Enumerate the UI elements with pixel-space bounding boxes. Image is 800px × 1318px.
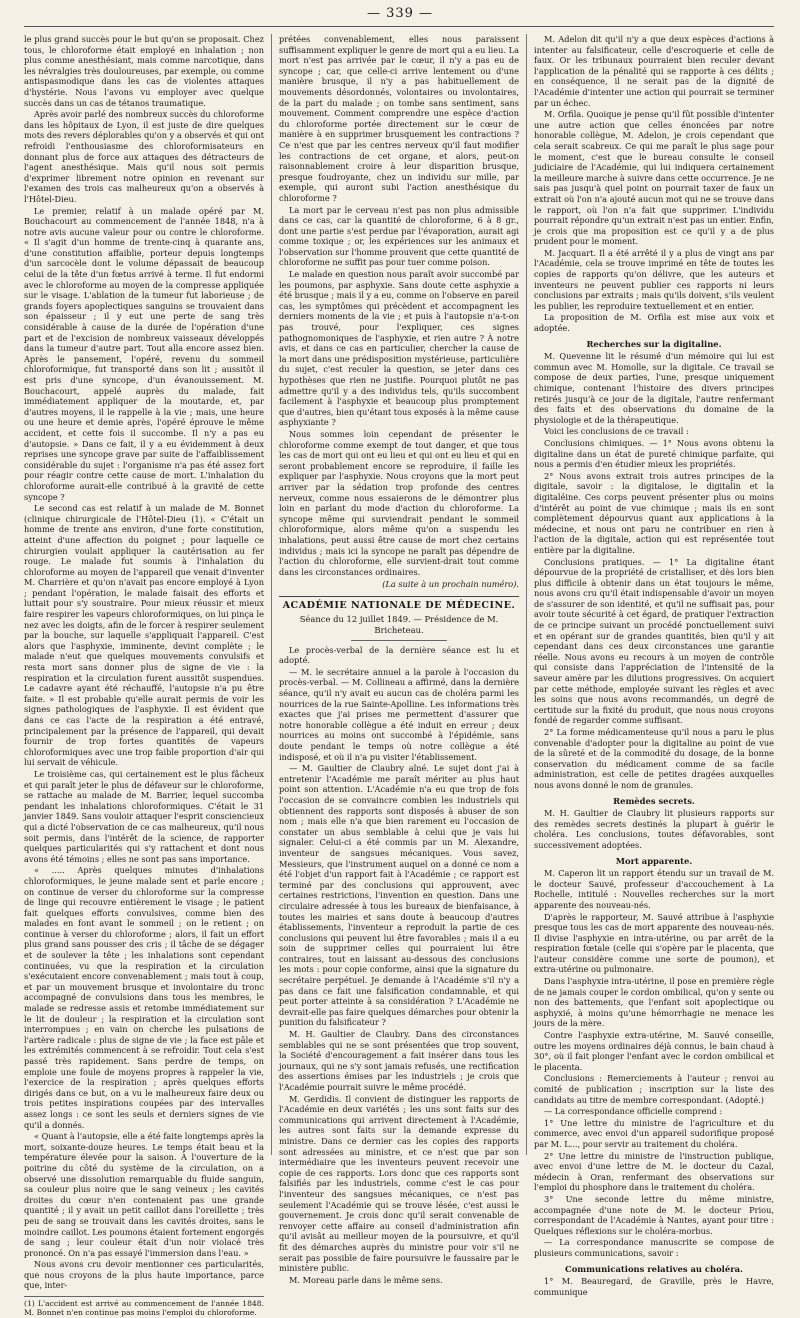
paragraph: Voici les conclusions de ce travail : [544,426,689,437]
paragraph: M. H. Gaultier de Claubry lit plusieurs rapports sur des remèdes secrets destinés la plupart à guérir le choléra. Les conclusions, toutes défavorables, sont successivement adoptées. [534,808,774,850]
paragraph: le plus grand succès pour le but qu'on se proposait. Chez tous, le chloroforme était employé en inhalation ; non plus comme anesthésiant, mais comme narcotique, dans les névralgies très douloureuses, par exemple, ou comme antispasmodique dans les cas de violentes attaques d'hystérie. Nous l'avons vu employer avec quelque succès dans un cas de tétanos traumatique. [24,34,264,108]
header-rule [24,26,774,27]
paragraph: M. Adelon dit qu'il n'y a que deux espèces d'actions à intenter au falsificateur, celle d'escroquerie et celle de faux. Or les tribunaux pourraient bien reculer devant l'application de la pénalité qui se rapporte à ces délits ; en conséquence, il ne serait pas de la dignité de l'Académie d'intenter une action qui pourrait se terminer par un échec. [534,34,774,108]
paragraph: M. Quevenne lit le résumé d'un mémoire qui lui est commun avec M. Homolle, sur la digitale. Ce travail se compose de deux parties, l'une, presque uniquement chimique, contenant l'histoire des divers principes retirés jusqu'à ce jour de la digitale, l'autre renfermant des faits et des observations du domaine de la physiologie et de la thérapeutique. [534,351,774,425]
paragraph: 2° La forme médicamenteuse qu'il nous a paru le plus convenable d'adopter pour la digitaline au point de vue de la sûreté et de la commodité du dosage, de la bonne conservation du médicament comme de sa facile administration, est celle de petites dragées auxquelles nous avons donné le nom de granules. [534,727,774,790]
paragraph: La proposition de M. Orfila est mise aux voix et adoptée. [534,312,774,334]
paragraph: 2° Une lettre du ministre de l'instruction publique, avec envoi d'une lettre de M. le docteur du Cazal, médecin à Oran, renfermant des observations sur l'emploi du phosphore dans le traitement du choléra. [534,1150,774,1193]
paragraph: M. H. Gaultier de Claubry. Dans des circonstances semblables qui ne se sont présentées que trop souvent, la Société d'encouragement a fait insérer dans tous les journaux, qui ne s'y sont jamais refusés, une rectification des assertions émises par les industriels ; je crois que l'Académie pourrait suivre le même procédé. [279,1029,519,1092]
paragraph: 3° Une seconde lettre du même ministre, accompagnée d'une note de M. le docteur Priou, correspondant de l'Académie à Nantes, ayant pour titre : Quelques réflexions sur le choléra-morbus. [534,1193,774,1236]
right-column [534,34,774,1297]
middle-column [279,34,519,1285]
paragraph: Nous avons cru devoir mentionner ces particularités, que nous croyons de la plus haute importance, parce que, inter- [24,1259,264,1291]
paragraph: prétées convenablement, elles nous paraissent suffisamment expliquer le genre de mort qui a eu lieu. La mort n'est pas arrivée par le cœur, il n'y a pas eu de syncope ; car, que celle-ci arrive lentement ou d'une manière brusque, il n'y a pas habituellement de mouvements désordonnés, volontaires ou involontaires, de la part du malade ; on tombe sans sentiment, sans mouvement. Comment comprendre une espèce d'action du chloroforme portée directement sur le cœur de manière à en supprimer brusquement les contractions ? Ce n'est que par les centres nerveux qu'il faut modifier les contractions de cet organe, et alors, peut-on raisonnablement croire à leur disparition brusque, presque foudroyante, chez un individu sur mille, par exemple, qui auront subi l'action anesthésique du chloroforme ? [279,34,519,203]
paragraph: Conclusions chimiques. — 1° Nous avons obtenu la digitaline dans un état de pureté chimique parfaite, qui nous a permis d'en étudier mieux les propriétés. [534,437,774,470]
paragraph: D'après le rapporteur, M. Sauvé attribue à l'asphyxie presque tous les cas de mort apparente des nouveau-nés. Il divise l'asphyxie en intra-utérine, ou par arrêt de la respiration fœtale (celle qui s'opère par le placenta, que l'auteur considère comme une sorte de poumon), et extra-utérine ou pulmonaire. [534,911,774,975]
column-divider [526,34,527,1155]
subheading-cholera: Communications relatives au choléra. [565,1263,743,1274]
paragraph: Le second cas est relatif à un malade de M. Bonnet (clinique chirurgicale de l'Hôtel-Dieu (1). « C'était un homme de trente ans environ, d'une forte constitution, atteint d'une affection du poignet ; pour laquelle ce chirurgien voulait appliquer la cautérisation au fer rouge. Le malade fut soumis à l'inhalation du chloroforme au moyen de l'appareil que venait d'inventer M. Charrière et qu'on n'avait pas encore employé à Lyon ; pendant l'opération, le malade faisait des efforts et luttait pour s'y soustraire. Pour mieux réussir et mieux faire respirer les vapeurs chloroformiques, on lui pinça le nez avec les doigts, afin de le forcer à respirer seulement par la bouche, sur laquelle s'appliquait l'appareil. C'est alors que l'asphyxie, imminente, devint complète ; le malade n'eut que quelques mouvements convulsifs et resta mort sans donner plus de signe de vie : la respiration et la circulation furent aussitôt suspendues. Le cadavre ayant été réchauffé, l'autopsie n'a pu être faite. » Il est probable qu'elle aurait permis de voir les signes pathologiques de l'asphyxie. Il est évident que dans ce cas l'acte de la respiration a été entravé, principalement par la présence de l'appareil, qui devait fournir de trop fortes quantités de vapeurs chloroformiques avec une trop faible proportion d'air qui lui servait de véhicule. [24,503,264,768]
paragraph: M. Moreau parle dans le même sens. [289,1274,443,1285]
paragraph: — La correspondance officielle comprend : [544,1106,723,1117]
paragraph: M. Jacquart. Il a été arrêté il y a plus de vingt ans par l'Académie, cela se trouve imprimé en tête de toutes les copies de rapports qu'on délivre, que les auteurs et inventeurs ne peuvent publier ces rapports ni leurs conclusions par extraits ; mais qu'ils doivent, s'ils veulent les publier, les reproduire textuellement et en entier. [534,247,774,311]
paragraph: M. Caperon lit un rapport étendu sur un travail de M. le docteur Sauvé, professeur d'accouchement à La Rochelle, intitulé : Nouvelles recherches sur la mort apparente des nouveau-nés. [534,868,774,910]
seance-line: Séance du 12 juillet 1849. — Présidence de M. Bricheteau. [299,614,499,636]
paragraph: « ..... Après quelques minutes d'inhalations chloroformiques, le jeune malade sent et parle encore ; on continue de verser du chloroforme sur la compresse de linge qui recouvre entièrement le visage ; le patient fait quelques efforts convulsives, comme bien des malades en font avant le sommeil ; on le retient ; on continue à verser du chloroforme ; alors, il fait un effort plus grand sans pousser des cris ; il tâche de se dégager et de soulever la tête ; les inhalations sont cependant continuées, vu que la respiration et la circulation s'exécutaient encore convenablement ; mais tout à coup, et par un mouvement brusque et involontaire du tronc accompagné de convulsions dans tous les membres, le malade se redresse assis et retombe immédiatement sur le lit de douleur ; la respiration et la circulation sont interrompues ; en vain on cherche les pulsations de l'artère radicale : plus de signe de vie ; la face est pâle et les extrémités commencent à se refroidir. Tout cela s'est passé très rapidement. Sans perdre de temps, on emploie une foule de moyens propres à rappeler la vie, l'exercice de la respiration ; après quelques efforts dirigés dans ce but, on a vu le malheureux faire deux ou trois petites inspirations coupées par des intervalles assez longs : ce sont les seuls et derniers signes de vie qu'il a donnés. [24,865,264,1130]
section-title-academy: ACADÉMIE NATIONALE DE MÉDECINE. [279,596,519,612]
column-divider [271,34,272,1155]
paragraph: Contre l'asphyxie extra-utérine, M. Sauvé conseille, outre les moyens ordinaires déjà connus, le bain chaud à 30°, où il fait plonger l'enfant avec le cordon ombilical et le placenta. [534,1030,774,1072]
separator-rule [351,640,447,641]
paragraph: Le malade en question nous paraît avoir succombé par les poumons, par asphyxie. Sans doute cette asphyxie a été brusque ; mais il y a eu, comme on l'observe en pareil cas, les symptômes qui précèdent et accompagnent les derniers moments de la vie ; et puis à l'autopsie n'a-t-on pas trouvé, pour l'expliquer, ces signes pathognomoniques de l'asphyxie, et rien autre ? À notre avis, et dans ce cas en particulier, chercher la cause de la mort dans une prédisposition mystérieuse, particulière du sujet, c'est reculer la question, se jeter dans ces hypothèses que rien ne justifie. Pourquoi plutôt ne pas admettre qu'il y a des individus tels, qu'ils succombent facilement à l'asphyxie et beaucoup plus promptement que d'autres, bien qu'étant tous exposés à la même cause asphyxiante ? [279,269,519,428]
paragraph: Après avoir parlé des nombreux succès du chloroforme dans les hôpitaux de Lyon, il est juste de dire quelques mots des revers déplorables qu'on y a observés et qui ont refroidi l'enthousiasme des chloroformisateurs en donnant plus de force aux attaques des détracteurs de l'agent anesthésique. Mais qu'il nous soit permis d'exprimer librement notre opinion en revenant sur l'examen des trois cas malheureux qu'on a observés à l'Hôtel-Dieu. [24,109,264,204]
paragraph: 1° M. Beauregard, de Graville, près le Havre, communique [534,1276,774,1297]
left-column [24,34,264,1318]
footnote: (1) L'accident est arrivé au commencement de l'année 1848. M. Bonnet n'en continue pas moins l'emploi du chloroforme. [24,1296,264,1318]
paragraph: Conclusions pratiques. — 1° La digitaline étant dépourvue de la propriété de cristalliser, et dès lors bien plus difficile à obtenir dans un état toujours le même, nous avons cru qu'il était indispensable d'avoir un moyen de s'assurer de son identité, et qu'il ne suffisait pas, pour avoir toute sécurité à cet égard, de pratiquer l'extraction de ce principe suivant un procédé ponctuellement suivi et en opérant sur de grandes quantités, bien qu'il y ait cependant dans ces deux circonstances une garantie réelle. Nous avons eu recours à un moyen de contrôle qui consiste dans l'appréciation de l'intensité de la saveur amère par les dilutions progressives. On acquiert par cette méthode, employée suivant les règles et avec les soins que nous avons recommandés, un degré de certitude sur la fixité du produit, que nous nous croyons fondé de regarder comme suffisant. [534,556,774,726]
paragraph: Dans l'asphyxie intra-utérine, il pose en première règle de ne jamais couper le cordon ombilical, qu'on y sente ou non des battements, que l'enfant soit apoplectique ou asphyxié, à moins qu'une hémorrhagie ne menace les jours de la mère. [534,976,774,1029]
paragraph: Le premier, relatif à un malade opéré par M. Bouchacourt au commencement de l'année 1848, n'a à notre avis aucune valeur pour ou contre le chloroforme. « Il s'agit d'un homme de trente-cinq à quarante ans, d'une constitution affaiblie, porteur depuis longtemps d'un sarcocèle dont le volume dépassait de beaucoup celui de la tête d'un fœtus arrivé à terme. Il fut endormi avec le chloroforme au moyen de la compresse appliquée sur le visage. L'ablation de la tumeur fut laborieuse ; de grands foyers apoplectiques sanguins se trouvaient dans son épaisseur ; il y eut une perte de sang très considérable à cause de la durée de l'opération d'une part et de l'excision de nombreux vaisseaux développés dans la tumeur d'autre part. Tout alla encore assez bien. Après le pansement, l'opéré, revenu du sommeil chloroformique, fut transporté dans son lit ; aussitôt il est pris d'une syncope, d'un évanouissement. M. Bouchacourt, appelé auprès du malade, fait immédiatement appliquer de la moutarde, et, par d'autres moyens, il le rappelle à la vie ; mais, une heure ou une heure et demie après, l'opéré éprouve le même accident, et cette fois il succombe. Il n'y a pas eu d'autopsie. » Dans ce fait, il y a eu évidemment à deux reprises une syncope grave par suite de l'affaiblissement considérable du sujet : l'organisme n'a pas été assez fort pour réagir contre cette cause de mort. L'inhalation du chloroforme aurait-elle contribué à la gravité de cette syncope ? [24,205,264,502]
subheading-mort-apparente: Mort apparente. [615,855,693,866]
continued-note: (La suite à un prochain numéro). [382,579,519,590]
text-columns [24,34,774,1318]
subheading-remedes: Remèdes secrets. [613,795,695,806]
paragraph: La mort par le cerveau n'est pas non plus admissible dans ce cas, car la quantité de chloroforme, 6 à 8 gr., dont une partie s'est perdue par l'évaporation, aurait agi comme toxique ; or, les expériences sur les animaux et l'observation sur l'homme prouvent que cette quantité de chloroforme ne suffit pas pour tuer comme poison. [279,204,519,268]
paragraph: Le procès-verbal de la dernière séance est lu et adopté. [279,644,519,666]
subheading-digitaline: Recherches sur la digitaline. [586,338,722,349]
paragraph: — La correspondance manuscrite se compose de plusieurs communications, savoir : [534,1237,774,1258]
paragraph: — M. Gaultier de Claubry aîné. Le sujet dont j'ai à entretenir l'Académie me paraît mériter au plus haut point son attention. L'Académie n'a eu que trop de fois l'occasion de se convaincre combien les industriels qui obtiennent des rapports sont disposés à abuser de son nom ; mais elle n'a que bien rarement eu l'occasion de constater un abus semblable à celui que je vais lui signaler. Celui-ci a été commis par un M. Alexandre, inventeur de sangsues mécaniques. Vous savez, Messieurs, que l'instrument auquel on a donné ce nom a été l'objet d'un rapport fait à l'Académie ; ce rapport est terminé par des conclusions qui approuvent, avec certaines restrictions, l'invention en question. Dans une circulaire adressée à tous les bureaux de bienfaisance, à toutes les mairies et sans doute à beaucoup d'autres établissements, l'inventeur a reproduit la partie de ces conclusions qui peuvent lui être favorables ; mais il a eu soin de supprimer celles qui pourraient lui être contraires, tout en laissant au-dessous des conclusions les mots : pour copie conforme, ainsi que la signature du secrétaire perpétuel. Je demande à l'Académie s'il n'y a pas dans ce fait une falsification condamnable, et qui peut porter atteinte à sa considération ? L'Académie ne devrait-elle pas faire quelques démarches pour obtenir la punition du falsificateur ? [279,763,519,1028]
paragraph: — M. le secrétaire annuel a la parole à l'occasion du procès-verbal. — M. Collineau a affirmé, dans la dernière séance, qu'il n'y avait eu aucun cas de choléra parmi les nourrices de la rue Sainte-Apolline. Les informations très exactes que j'ai prises me permettent d'assurer que notre honorable collègue a été induit en erreur ; deux nourrices au moins ont succombé à l'épidémie, sans doute pendant le temps où notre collègue a été indisposé, et où il n'a pu visiter l'établissement. [279,666,519,762]
paragraph: Conclusions : Remerciements à l'auteur ; renvoi au comité de publication ; inscription sur la liste des candidats au titre de membre correspondant. (Adopté.) [534,1073,774,1105]
paragraph: Nous sommes loin cependant de présenter le chloroforme comme exempt de tout danger, et que tous les cas de mort qui ont eu lieu et qui ont eu lieu et qui en seront probablement encore se reproduire, il faille les expliquer par l'asphyxie. Nous croyons que la mort peut arriver par la sédation trop profonde des centres nerveux, comme nous essaierons de le démontrer plus loin en parlant du mode d'action du chloroforme. La syncope même qui surviendrait pendant le sommeil chloroformique, alors même qu'on a suspendu les inhalations, peut aussi être cause de mort chez certains individus ; mais ici la syncope ne paraît pas dépendre de l'action du chloroforme, elle survient-drait tout comme dans les circonstances ordinaires. [279,428,519,577]
page-number: — 339 — [366,6,434,21]
paragraph: M. Orfila. Quoique je pense qu'il fût possible d'intenter une autre action que celles énoncées par notre honorable collègue, M. Adelon, je crois cependant que cela serait scabreux. Ce qui me paraît le plus sage pour le moment, c'est que le bureau consulte le conseil judiciaire de l'Académie, qui lui indiquera certainement la meilleure marche à suivre dans cette occurrence. Je ne sais pas jusqu'à quel point on pourrait taxer de faux un extrait où l'on n'a ajouté aucun mot qui ne se trouve dans le rapport, où l'on n'a fait que supprimer. L'individu pourrait répondre qu'un extrait n'est pas un entier. Enfin, je crois que ma proposition est ce qu'il y a de plus prudent pour le moment. [534,109,774,247]
paragraph: M. Gerdidis. Il convient de distinguer les rapports de l'Académie en deux variétés ; les uns sont faits sur des communications qui arrivent directement à l'Académie, les autres sont faits sur la demande expresse du ministre. Dans ce dernier cas les copies des rapports sont adressées au ministre, et ce n'est que par son intermédiaire que les inventeurs peuvent recevoir une copie de ces rapports. Lors donc que ces rapports sont falsifiés par les industriels, comme c'est le cas pour l'inventeur des sangsues mécaniques, ce n'est pas seulement l'Académie qui se trouve lésée, c'est aussi le gouvernement. Je crois donc qu'il serait convenable de renvoyer cette affaire au conseil d'administration afin qu'il avisât au meilleur moyen de la poursuivre, et qu'il fit des démarches auprès du ministre pour voir s'il ne serait pas possible de faire poursuivre le faussaire par le ministère public. [279,1093,519,1274]
paragraph: 2° Nous avons extrait trois autres principes de la digitale, savoir : la digitalose, le digitalin et la digitaléine. Ces corps peuvent présenter plus ou moins d'intérêt au point de vue chimique ; mais ils en sont complètement dépourvus quant aux applications à la médecine, et nous ont paru ne contribuer en rien à l'action de la digitale, action qui est représentée tout entière par la digitaline. [534,470,774,555]
paragraph: « Quant à l'autopsie, elle a été faite longtemps après la mort, soixante-douze heures. Le temps était beau et la température élevée pour la saison. À l'ouverture de la poitrine du côté du système de la circulation, on a observé une dissolution remarquable du fluide sanguin, sa couleur plus noire que le sang veineux ; les cavités droites du cœur n'en contenaient pas une grande quantité ; il y avait un petit caillot dans l'oreillette ; très peu de sang se trouvait dans les cavités droites, sans le moindre caillot. Les poumons étaient fortement engorgés de sang ; leur couleur était d'un noir violacé très prononcé. On n'a pas essayé l'immersion dans l'eau. » [24,1131,264,1258]
paragraph: Le troisième cas, qui certainement est le plus fâcheux et qui paraît jeter le plus de défaveur sur le chloroforme, se rattache au malade de M. Barrier, lequel succomba pendant les inhalations chloroformiques. C'était le 31 janvier 1849. Sans vouloir attaquer l'esprit consciencieux qui a dicté l'observation de ce cas malheureux, qu'il nous soit permis, dans l'intérêt de la science, de rapporter quelques particularités qui s'y rattachent et dont nous avons été témoins ; elles ne sont pas sans importance. [24,768,264,864]
left-article [24,34,264,1292]
paragraph: 1° Une lettre du ministre de l'agriculture et du commerce, avec envoi d'un appareil sudorifique proposé par M. L..., pour servir au traitement du choléra. [534,1117,774,1149]
